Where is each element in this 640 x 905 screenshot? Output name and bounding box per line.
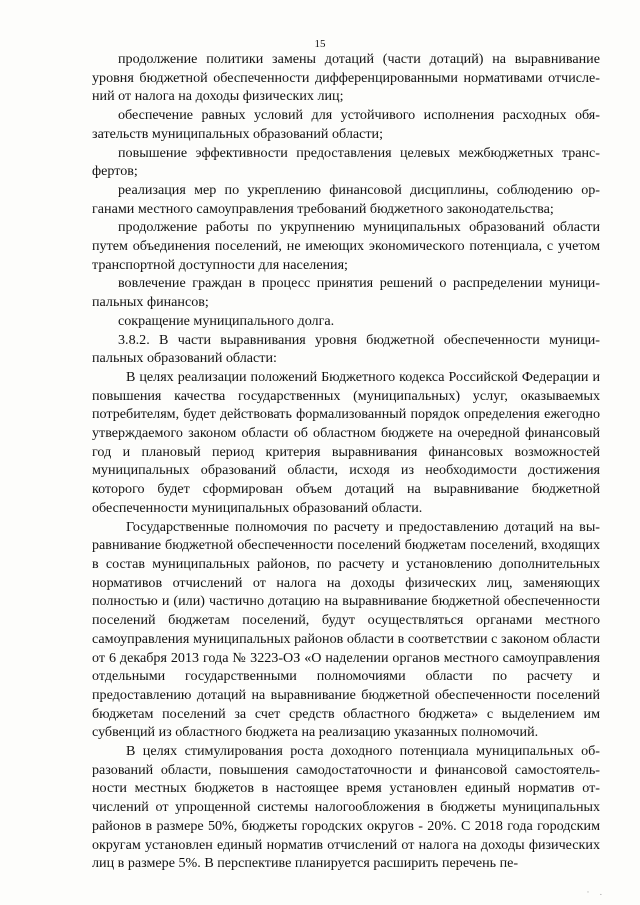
paragraph-4: реализация мер по укреплению финансовой дисциплины, соблюдению органами местного самоуправления требований бюджетного законодательства; [92,181,600,217]
page-number: 15 [314,38,326,50]
body-text [92,50,600,873]
paragraph-7: сокращение муниципального долга. [118,312,335,329]
paragraph-9: В целях реализации положений Бюджетного кодекса Российской Федерации и повышения качества государственных (муниципальных) услуг, оказываемых потребителям, будет действовать формализованный порядок определения ежегодно утверждаемого законом области об областном бюджете на очередной финансовый год и плановый период критерия выравнивания финансовых возможностей муниципальных образований области, исходя из необходимости достижения которого будет сформирован объем дотаций на выравнивание бюджетной обеспеченности муниципальных образований области. [92,368,600,516]
paragraph-5: продолжение работы по укрупнению муниципальных образований области путем объединения поселений, не имеющих экономического потенциала, с учетом транспортной доступности для населения; [92,219,600,273]
scan-corner-mark: · . [586,887,606,897]
section-heading-3-8-2: 3.8.2. В части выравнивания уровня бюджетной обеспеченности муниципальных образований области: [92,331,600,367]
paragraph-11: В целях стимулирования роста доходного потенциала муниципальных образований области, повышения самодостаточности и финансовой самостоятельности местных бюджетов в настоящее время установлен единый норматив отчислений от упрощенной системы налогообложения в бюджеты муниципальных районов в размере 50%, бюджеты городских округов - 20%. С 2018 года городским округам установлен единый норматив отчислений от налога на доходы физических лиц в размере 5%. В перспективе планируется расширить перечень пе- [92,743,600,872]
paragraph-6: вовлечение граждан в процесс принятия решений о распределении муниципальных финансов; [92,275,600,311]
paragraph-1: продолжение политики замены дотаций (части дотаций) на выравнивание уровня бюджетной обеспеченности дифференцированными нормативами отчислений от налога на доходы физических лиц; [92,51,600,105]
paragraph-2: обеспечение равных условий для устойчивого исполнения расходных обязательств муниципальных образований области; [92,107,600,142]
paragraph-10: Государственные полномочия по расчету и предоставлению дотаций на выравнивание бюджетной обеспеченности поселений бюджетам поселений, входящих в состав муниципальных районов, по расчету и установлению дополнительных нормативов отчислений от налога на доходы физических лиц, заменяющих полностью и (или) частично дотацию на выравнивание бюджетной обеспеченности поселений бюджетам поселений, будут осуществляться органами местного самоуправления муниципальных районов области в соответствии с законом области от 6 декабря 2013 года № 3223-ОЗ «О наделении органов местного самоуправления отдельными государственными полномочиями области по расчету и предоставлению дотаций на выравнивание бюджетной обеспеченности поселений бюджетам поселений за счет средств областного бюджета» с выделением им субвенций из областного бюджета на реализацию указанных полномочий. [92,518,600,741]
paragraph-3: повышение эффективности предоставления целевых межбюджетных трансфертов; [92,144,600,180]
